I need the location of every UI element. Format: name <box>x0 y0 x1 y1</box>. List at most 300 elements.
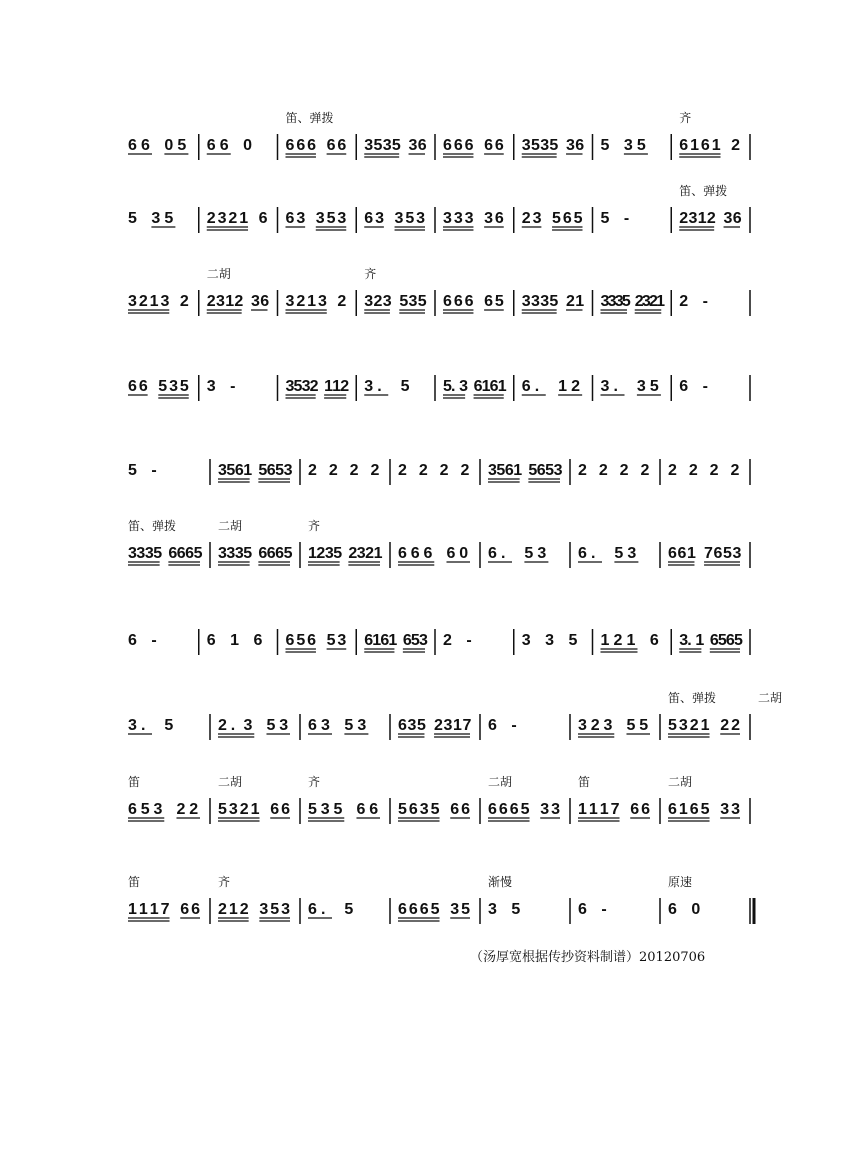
note: 6 <box>398 717 407 734</box>
measure <box>679 293 708 310</box>
note: 6 <box>308 717 317 734</box>
note: 6 <box>285 632 295 649</box>
note: 3 <box>218 462 227 479</box>
note: 6 <box>260 293 270 310</box>
note: 3 <box>464 210 474 227</box>
note: 5 <box>391 137 401 154</box>
measure <box>364 137 427 157</box>
measure <box>601 137 648 154</box>
note: 3 <box>641 293 651 310</box>
note: 5 <box>410 632 420 649</box>
measure <box>364 378 409 395</box>
note: 3 <box>553 462 563 479</box>
note: 5 <box>398 801 407 818</box>
note: 3 <box>296 210 306 227</box>
note: 5 <box>333 545 343 562</box>
note: 7 <box>160 901 170 918</box>
note: 3 <box>301 378 311 395</box>
instrument-annotation: 齐 <box>308 775 321 789</box>
note: 2 <box>340 378 350 395</box>
measure <box>488 545 548 562</box>
note: 5 <box>717 632 727 649</box>
note: - <box>151 462 157 479</box>
note: 5 <box>128 210 137 227</box>
measure <box>578 462 649 479</box>
note: 6 <box>464 137 474 154</box>
note: 2 <box>521 210 531 227</box>
note: 2 <box>731 137 741 154</box>
note: 1 <box>513 462 523 479</box>
note: 3 <box>723 210 733 227</box>
note: 6 <box>408 901 418 918</box>
note: . <box>230 717 236 734</box>
note: 6 <box>419 901 429 918</box>
measure <box>218 462 293 482</box>
note: 3 <box>627 545 637 562</box>
measure <box>488 462 563 482</box>
note: 2 <box>349 462 359 479</box>
note: 5 <box>128 462 137 479</box>
note: 6 <box>253 632 263 649</box>
note: 6 <box>488 801 497 818</box>
note: 6 <box>668 545 677 562</box>
note: 2 <box>590 717 600 734</box>
note: 6 <box>398 901 407 918</box>
note: 6 <box>285 137 295 154</box>
note: 3 <box>419 801 429 818</box>
note: 6 <box>494 210 504 227</box>
measure <box>601 632 659 652</box>
note: 7 <box>462 717 472 734</box>
note: 5 <box>308 801 317 818</box>
note: 6 <box>494 137 504 154</box>
measure <box>286 137 347 157</box>
note: 3 <box>281 901 291 918</box>
note: 3 <box>160 293 170 310</box>
note: 2 <box>418 462 428 479</box>
note: 3 <box>443 717 453 734</box>
measure <box>128 545 203 565</box>
note: 3 <box>540 293 550 310</box>
note: 5 <box>443 378 452 395</box>
measure <box>601 293 666 313</box>
note: 5 <box>649 378 659 395</box>
measure <box>364 210 425 230</box>
measure <box>679 632 743 652</box>
note: 3 <box>688 210 698 227</box>
measure <box>398 717 472 737</box>
measure <box>668 801 740 821</box>
note: - <box>623 210 630 227</box>
measure <box>128 632 157 649</box>
note: 2 <box>179 293 189 310</box>
instrument-annotation: 二胡 <box>206 267 231 281</box>
note: 6 <box>489 378 499 395</box>
staff-system <box>0 680 864 760</box>
note: . <box>321 901 326 918</box>
note: 6 <box>443 293 452 310</box>
note: 2 <box>239 801 249 818</box>
note: - <box>466 632 472 649</box>
note: 6 <box>258 545 268 562</box>
note: 2 <box>613 632 623 649</box>
note: 3 <box>364 137 374 154</box>
note: 3 <box>136 545 146 562</box>
note: 1 <box>228 901 238 918</box>
note: 5 <box>164 717 174 734</box>
measure <box>522 378 582 395</box>
note: 2 <box>239 901 249 918</box>
note: 1 <box>225 293 235 310</box>
note: 1 <box>239 210 249 227</box>
note: 2 <box>365 545 375 562</box>
note: 1 <box>332 378 342 395</box>
note: 6 <box>337 137 347 154</box>
note: 5 <box>266 717 276 734</box>
note: . <box>377 378 382 395</box>
note: 5 <box>549 293 559 310</box>
note: 6 <box>410 545 420 562</box>
note: 2 <box>571 378 581 395</box>
note: 5 <box>549 137 559 154</box>
note: 2 <box>373 293 383 310</box>
note: 1 <box>372 632 382 649</box>
note: 2 <box>706 210 716 227</box>
note: 1 <box>697 210 707 227</box>
measure <box>207 378 236 395</box>
note: 5 <box>296 632 306 649</box>
note: 6 <box>725 632 735 649</box>
note: 3 <box>566 137 575 154</box>
note: - <box>601 901 607 918</box>
note: 3 <box>488 462 497 479</box>
note: 6 <box>575 137 585 154</box>
note: 2 <box>434 717 443 734</box>
note: 6 <box>423 545 433 562</box>
measure <box>128 378 189 398</box>
note: - <box>151 632 157 649</box>
note: 3 <box>453 210 463 227</box>
note: 1 <box>575 293 585 310</box>
note: 5 <box>511 901 521 918</box>
measure <box>308 717 368 734</box>
note: 6 <box>464 293 474 310</box>
instrument-annotation: 笛、弹拨 <box>128 519 177 533</box>
note: 3 <box>285 293 295 310</box>
staff-system <box>0 425 864 505</box>
note: 1 <box>599 801 609 818</box>
note: 6 <box>446 545 456 562</box>
measure <box>128 210 175 227</box>
note: 5 <box>270 901 280 918</box>
note: 3 <box>315 210 325 227</box>
note: 7 <box>610 801 620 818</box>
note: 3 <box>540 137 550 154</box>
note: 3 <box>416 210 426 227</box>
note: 3 <box>450 901 460 918</box>
note: 2 <box>296 293 306 310</box>
note: 5 <box>636 137 646 154</box>
note: 3 <box>317 293 327 310</box>
note: 1 <box>578 801 587 818</box>
note: 2 <box>634 293 644 310</box>
note: 6 <box>713 545 723 562</box>
note: 5 <box>179 378 189 395</box>
note: 3 <box>623 137 633 154</box>
note: 5 <box>530 137 540 154</box>
note: 6 <box>308 901 317 918</box>
note: 3 <box>731 801 741 818</box>
note: 2 <box>679 293 689 310</box>
note: 2 <box>189 801 199 818</box>
measure <box>398 462 469 479</box>
note: 2 <box>679 210 689 227</box>
note: 3 <box>337 632 347 649</box>
note: 2 <box>234 293 244 310</box>
measure <box>364 632 428 652</box>
note: 3 <box>530 293 540 310</box>
measure <box>578 545 638 562</box>
measure <box>207 137 252 154</box>
note: 3 <box>169 378 179 395</box>
note: 3 <box>720 801 730 818</box>
note: 3 <box>488 901 497 918</box>
instrument-annotation: 原速 <box>668 875 693 889</box>
measure <box>668 462 739 479</box>
note: 6 <box>630 801 640 818</box>
note: 5 <box>430 801 440 818</box>
note: 6 <box>453 293 463 310</box>
note: - <box>230 378 236 395</box>
note: 5 <box>283 545 293 562</box>
note: 3 <box>151 210 161 227</box>
note: 2 <box>337 293 347 310</box>
note: 5 <box>218 801 227 818</box>
note: 1 <box>128 901 137 918</box>
note: 6 <box>307 137 317 154</box>
measure <box>668 901 700 918</box>
note: 6 <box>668 901 677 918</box>
measure <box>286 293 347 313</box>
note: 5 <box>621 293 631 310</box>
note: - <box>702 293 708 310</box>
measure <box>398 801 470 821</box>
note: 1 <box>686 545 696 562</box>
measure <box>218 801 290 821</box>
note: 6 <box>141 137 150 154</box>
note: 1 <box>308 545 317 562</box>
measure <box>308 801 380 821</box>
note: 5 <box>416 717 426 734</box>
staff-system <box>0 508 864 588</box>
note: 3 <box>408 137 418 154</box>
instrument-annotation: 二胡 <box>218 775 243 789</box>
note: 1 <box>558 378 568 395</box>
staff-system <box>0 595 864 675</box>
note: 6 <box>461 801 471 818</box>
note: 2 <box>720 717 730 734</box>
note: 3 <box>551 801 561 818</box>
note: 3 <box>600 293 610 310</box>
note: 1 <box>149 901 159 918</box>
note: 6 <box>498 801 508 818</box>
instrument-annotation: 笛、弹拨 <box>668 691 717 705</box>
note: 6 <box>128 632 137 649</box>
note: 3 <box>128 545 137 562</box>
measure <box>207 210 268 230</box>
note: 5 <box>153 545 163 562</box>
note: 3 <box>144 545 154 562</box>
note: 3 <box>228 801 238 818</box>
note: 1 <box>497 378 507 395</box>
measure <box>218 545 293 565</box>
note: 1 <box>307 293 317 310</box>
note: 6 <box>578 901 587 918</box>
note: 6 <box>408 801 418 818</box>
note: 2 <box>566 293 575 310</box>
note: 3 <box>128 293 137 310</box>
note: 6 <box>266 462 276 479</box>
note: 6 <box>128 378 137 395</box>
measure <box>443 632 472 649</box>
note: 3 <box>732 545 742 562</box>
note: 6 <box>369 801 379 818</box>
note: 6 <box>641 801 651 818</box>
measure <box>488 801 560 821</box>
note: 3 <box>418 632 428 649</box>
instrument-annotation: 齐 <box>364 267 377 281</box>
note: . <box>687 632 692 649</box>
measure <box>488 901 520 918</box>
transcriber-credit: （汤厚宽根据传抄资料制谱）20120706 <box>470 950 706 965</box>
note: 1 <box>711 137 721 154</box>
note: 3 <box>540 801 550 818</box>
measure <box>488 717 517 734</box>
measure <box>679 210 742 230</box>
note: 6 <box>578 545 587 562</box>
measure <box>443 137 504 157</box>
measure <box>443 293 504 313</box>
note: 2 <box>138 293 148 310</box>
note: 6 <box>206 137 216 154</box>
note: 3 <box>285 378 295 395</box>
instrument-annotation: 齐 <box>218 875 231 889</box>
note: 1 <box>250 801 260 818</box>
measure <box>128 462 157 479</box>
instrument-annotation: 二胡 <box>668 775 693 789</box>
note: 6 <box>356 801 366 818</box>
note: 2 <box>228 210 238 227</box>
note: 6 <box>488 545 497 562</box>
note: 5 <box>552 210 561 227</box>
measure <box>522 210 583 230</box>
note: 3 <box>234 545 244 562</box>
note: 2 <box>598 462 608 479</box>
note: 3 <box>484 210 494 227</box>
measure <box>308 462 379 479</box>
note: 2 <box>348 545 358 562</box>
staff-system <box>0 256 864 336</box>
note: 3 <box>394 210 404 227</box>
note: 5 <box>243 545 253 562</box>
note: 2 <box>689 717 699 734</box>
note: 5 <box>226 462 236 479</box>
note: 2 <box>443 632 452 649</box>
note: 2 <box>309 378 319 395</box>
note: 5 <box>344 901 354 918</box>
measure <box>679 137 740 157</box>
note: 5 <box>528 462 538 479</box>
measure <box>207 632 263 649</box>
note: 3 <box>614 293 624 310</box>
note: 3 <box>678 717 688 734</box>
instrument-annotation: 二胡 <box>488 775 513 789</box>
note: 5 <box>333 801 343 818</box>
note: 6 <box>275 545 285 562</box>
note: 2 <box>206 210 216 227</box>
note: 2 <box>688 462 698 479</box>
note: 2 <box>730 462 740 479</box>
measure <box>679 378 708 395</box>
note: 5 <box>326 632 336 649</box>
note: 5 <box>417 293 427 310</box>
measure <box>364 293 427 313</box>
note: 3 <box>578 717 587 734</box>
note: 6 <box>398 545 407 562</box>
note: . <box>501 545 506 562</box>
note: 5 <box>177 137 187 154</box>
note: 2 <box>398 462 407 479</box>
staff-system <box>0 341 864 421</box>
note: 3 <box>521 293 531 310</box>
note: 3 <box>357 717 367 734</box>
measure <box>601 210 630 227</box>
note: 3 <box>537 545 547 562</box>
note: 1 <box>388 632 398 649</box>
note: 2 <box>218 717 227 734</box>
note: 6 <box>689 801 699 818</box>
note: 1 <box>230 632 240 649</box>
note: 3 <box>636 378 646 395</box>
note: 6 <box>270 801 280 818</box>
instrument-annotation: 二胡 <box>758 691 783 705</box>
note: 3 <box>243 717 253 734</box>
note: 6 <box>281 801 291 818</box>
note: 1 <box>600 632 610 649</box>
measure <box>308 545 383 565</box>
note: . <box>591 545 596 562</box>
measure <box>601 378 661 395</box>
note: 6 <box>191 901 201 918</box>
note: - <box>702 378 708 395</box>
note: 3 <box>382 137 392 154</box>
note: 5 <box>275 462 285 479</box>
note: 0 <box>691 901 701 918</box>
measure <box>522 632 578 649</box>
note: 3 <box>603 717 613 734</box>
note: 5 <box>140 801 150 818</box>
note: 6 <box>536 462 546 479</box>
note: 6 <box>206 632 216 649</box>
note: 6 <box>185 545 195 562</box>
note: 2 <box>648 293 658 310</box>
note: 3 <box>459 378 468 395</box>
measure <box>207 293 270 313</box>
note: 2 <box>218 901 227 918</box>
measure <box>286 378 350 398</box>
measure <box>578 717 650 737</box>
note: 3 <box>600 378 610 395</box>
